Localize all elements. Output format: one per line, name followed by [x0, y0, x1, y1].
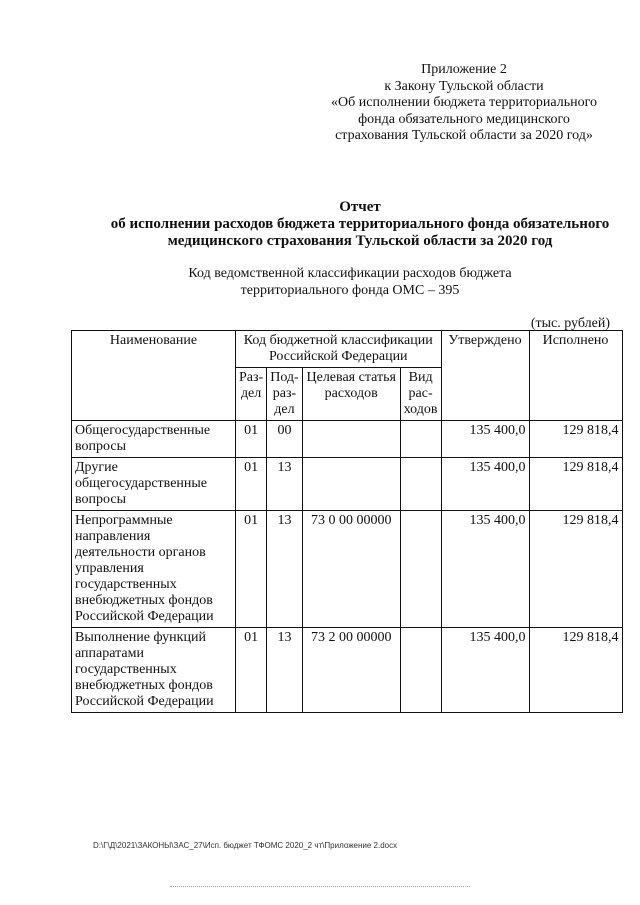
row-subsection: 13 — [267, 628, 303, 713]
row-target: 73 0 00 00000 — [302, 511, 400, 628]
report-title — [60, 199, 640, 250]
row-target — [302, 458, 400, 511]
header-name: Наименование — [72, 331, 236, 421]
header-approved: Утверждено — [441, 331, 529, 421]
units-label: (тыс. рублей) — [530, 316, 610, 331]
classification-code — [60, 265, 640, 299]
appendix-line: Приложение 2 — [421, 62, 507, 77]
row-executed: 129 818,4 — [529, 628, 622, 713]
row-subsection: 13 — [267, 458, 303, 511]
row-name: Выполнение функций аппаратами государственных внебюджетных фондов Российской Федерации — [72, 628, 236, 713]
report-table — [71, 330, 623, 713]
row-approved: 135 400,0 — [441, 511, 529, 628]
title-line: медицинского страхования Тульской области за 2020 год — [167, 233, 553, 249]
header-type: Вид рас-ходов — [400, 368, 441, 421]
scan-artifact-line — [170, 886, 470, 887]
row-approved: 135 400,0 — [441, 421, 529, 458]
row-type — [400, 628, 441, 713]
header-executed: Исполнено — [529, 331, 622, 421]
table-row — [72, 421, 623, 458]
table-row — [72, 458, 623, 511]
classification-line: территориального фонда ОМС – 395 — [240, 283, 460, 298]
row-type — [400, 458, 441, 511]
row-section: 01 — [236, 628, 267, 713]
row-section: 01 — [236, 511, 267, 628]
classification-line: Код ведомственной классификации расходов бюджета — [188, 266, 512, 281]
row-type — [400, 421, 441, 458]
row-subsection: 00 — [267, 421, 303, 458]
row-approved: 135 400,0 — [441, 458, 529, 511]
row-subsection: 13 — [267, 511, 303, 628]
row-approved: 135 400,0 — [441, 628, 529, 713]
row-executed: 129 818,4 — [529, 421, 622, 458]
header-section: Раз-дел — [236, 368, 267, 421]
appendix-line: фонда обязательного медицинского — [358, 111, 570, 127]
row-type — [400, 511, 441, 628]
title-line: об исполнении расходов бюджета территориального фонда обязательного — [110, 216, 610, 232]
row-section: 01 — [236, 458, 267, 511]
row-name: Другие общегосударственные вопросы — [72, 458, 236, 511]
title-line: Отчет — [339, 199, 381, 215]
appendix-line: страхования Тульской области за 2020 год» — [335, 128, 593, 143]
header-subsection: Под-раз-дел — [267, 368, 303, 421]
row-section: 01 — [236, 421, 267, 458]
row-executed: 129 818,4 — [529, 511, 622, 628]
table-row — [72, 511, 623, 628]
appendix-header — [300, 62, 628, 145]
appendix-line: к Закону Тульской области — [384, 78, 544, 94]
row-name: Непрограммные направления деятельности органов управления государственных внебюджетных фондов Российской Федерации — [72, 511, 236, 628]
file-path-footer: D:\Г\Д\2021\ЗАКОНЫ\ЗАС_27\Исп. бюджет ТФОМС 2020_2 чт\Приложение 2.docx — [93, 841, 398, 850]
row-name: Общегосударственные вопросы — [72, 421, 236, 458]
appendix-line: «Об исполнении бюджета территориального — [331, 95, 597, 110]
header-target: Целевая статья расходов — [302, 368, 400, 421]
header-row — [72, 331, 623, 368]
row-target — [302, 421, 400, 458]
table-row — [72, 628, 623, 713]
row-executed: 129 818,4 — [529, 458, 622, 511]
header-code-group: Код бюджетной классификации Российской Федерации — [236, 331, 442, 368]
row-target: 73 2 00 00000 — [302, 628, 400, 713]
